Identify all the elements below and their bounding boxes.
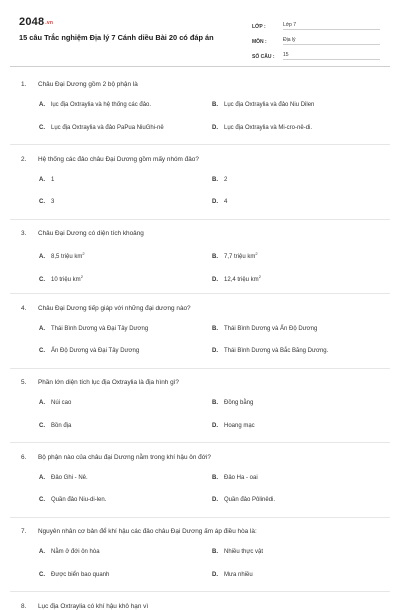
- question-number: 1.: [21, 81, 27, 88]
- page-header: [0, 0, 400, 62]
- meta-value: 15: [283, 52, 380, 60]
- answer-option[interactable]: [212, 102, 314, 108]
- option-letter: D.: [212, 422, 218, 429]
- question-number: 8.: [21, 602, 27, 610]
- option-text: 4: [224, 199, 228, 205]
- question-number: 3.: [21, 230, 27, 237]
- question-text: [21, 454, 381, 461]
- answer-option[interactable]: [39, 274, 83, 283]
- answer-option[interactable]: [39, 549, 100, 555]
- question-stem: Bộ phận nào của châu đại Dương nằm trong khí hậu ôn đới?: [38, 453, 211, 461]
- option-text: Mưa nhiều: [224, 571, 253, 578]
- question-number: 2.: [21, 155, 27, 163]
- meta-count: [252, 46, 380, 61]
- question-separator: [10, 442, 390, 443]
- logo-suffix: .vn: [45, 20, 54, 26]
- option-text: Quần đảo Pôlinêdi.: [224, 497, 276, 503]
- option-text: 3: [51, 199, 55, 205]
- option-text: 10 triệu km: [51, 276, 81, 283]
- option-letter: C.: [39, 124, 45, 131]
- meta-subject: [252, 31, 380, 46]
- question-separator: [10, 517, 390, 518]
- option-text: Quần đảo Niu-di-len.: [51, 497, 107, 503]
- site-logo[interactable]: [19, 16, 53, 28]
- meta-key: LỚP :: [252, 24, 266, 30]
- option-letter: C.: [39, 422, 45, 429]
- question-text: [21, 528, 381, 535]
- option-letter: C.: [39, 199, 45, 205]
- option-letter: B.: [212, 102, 218, 108]
- answer-option[interactable]: [39, 199, 54, 205]
- option-superscript: 2: [82, 251, 85, 256]
- page-title: 15 câu Trắc nghiệm Địa lý 7 Cánh diều Bài 20 có đáp án: [19, 33, 214, 42]
- option-text: Thái Bình Dương và Bắc Băng Dương.: [224, 348, 329, 354]
- question-number: 4.: [21, 304, 27, 312]
- option-text: Bồn địa: [51, 422, 72, 429]
- answer-option[interactable]: [212, 177, 227, 183]
- meta-value: Địa lý: [283, 37, 380, 45]
- option-text: 7,7 triệu km: [224, 254, 256, 260]
- option-text: lục địa Oxtraylia và hệ thống các đảo.: [51, 102, 152, 108]
- option-text: Thái Bình Dương và Ấn Độ Dương: [224, 325, 318, 332]
- option-letter: C.: [39, 276, 45, 283]
- option-letter: B.: [212, 549, 218, 555]
- answer-option[interactable]: [39, 497, 106, 503]
- answer-option[interactable]: [212, 251, 258, 260]
- option-superscript: 2: [80, 273, 83, 279]
- option-letter: C.: [39, 571, 45, 578]
- option-text: Đảo Ha - oai: [224, 474, 258, 481]
- answer-option[interactable]: [39, 475, 88, 481]
- answer-option[interactable]: [39, 348, 139, 354]
- question-number: 6.: [21, 453, 27, 461]
- option-text: Lục địa Oxtraylia và Mi-cro-nê-di.: [224, 124, 313, 131]
- option-letter: B.: [212, 254, 218, 260]
- answer-option[interactable]: [39, 400, 71, 406]
- question-text: [21, 156, 381, 163]
- option-letter: B.: [212, 400, 218, 406]
- answer-option[interactable]: [39, 125, 164, 131]
- header-divider: [10, 66, 390, 67]
- answer-option[interactable]: [39, 177, 54, 183]
- question-text: [21, 81, 381, 88]
- question-separator: [10, 591, 390, 592]
- option-letter: A.: [39, 549, 45, 555]
- quiz-meta: [252, 16, 380, 61]
- option-letter: A.: [39, 474, 45, 481]
- meta-key: MÔN :: [252, 39, 267, 45]
- question-stem: Phần lớn diện tích lục địa Oxtraylia là địa hình gì?: [38, 379, 179, 386]
- question-separator: [10, 368, 390, 369]
- question-stem: Lục địa Oxtraylia có khí hậu khô hạn vì: [38, 602, 149, 610]
- option-letter: C.: [39, 348, 45, 354]
- option-text: 1: [51, 176, 55, 183]
- answer-option[interactable]: [212, 549, 263, 555]
- option-superscript: 2: [258, 273, 261, 279]
- meta-key: SỐ CÂU :: [252, 54, 275, 60]
- question-stem: Hệ thống các đảo châu Đại Dương gồm mấy nhóm đảo?: [38, 155, 199, 163]
- option-text: Đảo Ghi - Nê.: [51, 474, 88, 481]
- question-text: [21, 305, 381, 312]
- answer-option[interactable]: [212, 572, 253, 578]
- option-letter: D.: [212, 571, 218, 578]
- question-text: [21, 379, 381, 386]
- question-text: [21, 230, 381, 237]
- question-stem: Nguyên nhân cơ bản để khí hậu các đảo châu Đại Dương ấm áp điều hòa là:: [38, 528, 257, 535]
- answer-option[interactable]: [39, 102, 151, 108]
- option-letter: D.: [212, 497, 218, 503]
- option-letter: A.: [39, 254, 45, 260]
- option-letter: D.: [212, 199, 218, 205]
- option-text: 2: [224, 176, 228, 183]
- logo-main: 2048: [19, 16, 45, 28]
- option-text: Hoang mạc: [224, 422, 255, 429]
- meta-value: Lớp 7: [283, 22, 380, 30]
- answer-option[interactable]: [212, 497, 275, 503]
- answer-option[interactable]: [212, 400, 253, 406]
- answer-option[interactable]: [212, 125, 312, 131]
- question-stem: Châu Đại Dương có diện tích khoảng: [38, 230, 144, 237]
- option-text: 12,4 triệu km: [224, 276, 259, 283]
- option-letter: A.: [39, 102, 45, 108]
- option-text: Đồng bằng: [224, 400, 254, 406]
- option-letter: D.: [212, 124, 218, 131]
- option-text: Nằm ở đới ôn hòa: [51, 549, 100, 555]
- question-separator: [10, 144, 390, 145]
- question-stem: Châu Đại Dương tiếp giáp với những đại dương nào?: [38, 304, 191, 312]
- answer-option[interactable]: [39, 326, 148, 332]
- option-text: Lục địa Oxtraylia và đảo Niu Dilen: [224, 102, 315, 108]
- option-text: Nhiều thực vật: [224, 549, 264, 555]
- question-separator: [10, 219, 390, 220]
- answer-option[interactable]: [212, 348, 328, 354]
- question-stem: Châu Đại Dương gồm 2 bộ phận là: [38, 81, 138, 88]
- option-letter: D.: [212, 276, 218, 283]
- meta-grade: [252, 16, 380, 31]
- answer-option[interactable]: [212, 475, 258, 481]
- answer-option[interactable]: [39, 423, 71, 429]
- option-letter: B.: [212, 474, 218, 481]
- question-number: 7.: [21, 528, 27, 535]
- option-letter: B.: [212, 176, 218, 183]
- option-text: 8,5 triệu km: [51, 254, 83, 260]
- question-separator: [10, 293, 390, 294]
- answer-option[interactable]: [212, 423, 255, 429]
- question-number: 5.: [21, 379, 27, 386]
- option-text: Thái Bình Dương và Đại Tây Dương: [51, 325, 149, 332]
- option-text: Được biển bao quanh: [51, 571, 110, 578]
- option-letter: A.: [39, 325, 45, 332]
- option-letter: A.: [39, 176, 45, 183]
- question-text: [21, 603, 381, 610]
- option-text: Núi cao: [51, 400, 72, 406]
- answer-option[interactable]: [39, 251, 85, 260]
- option-text: Ấn Độ Dương và Đại Tây Dương: [51, 348, 140, 354]
- option-text: Lục địa Oxtraylia và đảo PaPua NiuGhi-nê: [51, 124, 164, 131]
- option-letter: C.: [39, 497, 45, 503]
- answer-option[interactable]: [39, 572, 109, 578]
- option-superscript: 2: [255, 251, 258, 256]
- answer-option[interactable]: [212, 199, 227, 205]
- option-letter: B.: [212, 325, 218, 332]
- answer-option[interactable]: [212, 326, 317, 332]
- option-letter: D.: [212, 348, 218, 354]
- option-letter: A.: [39, 400, 45, 406]
- answer-option[interactable]: [212, 274, 261, 283]
